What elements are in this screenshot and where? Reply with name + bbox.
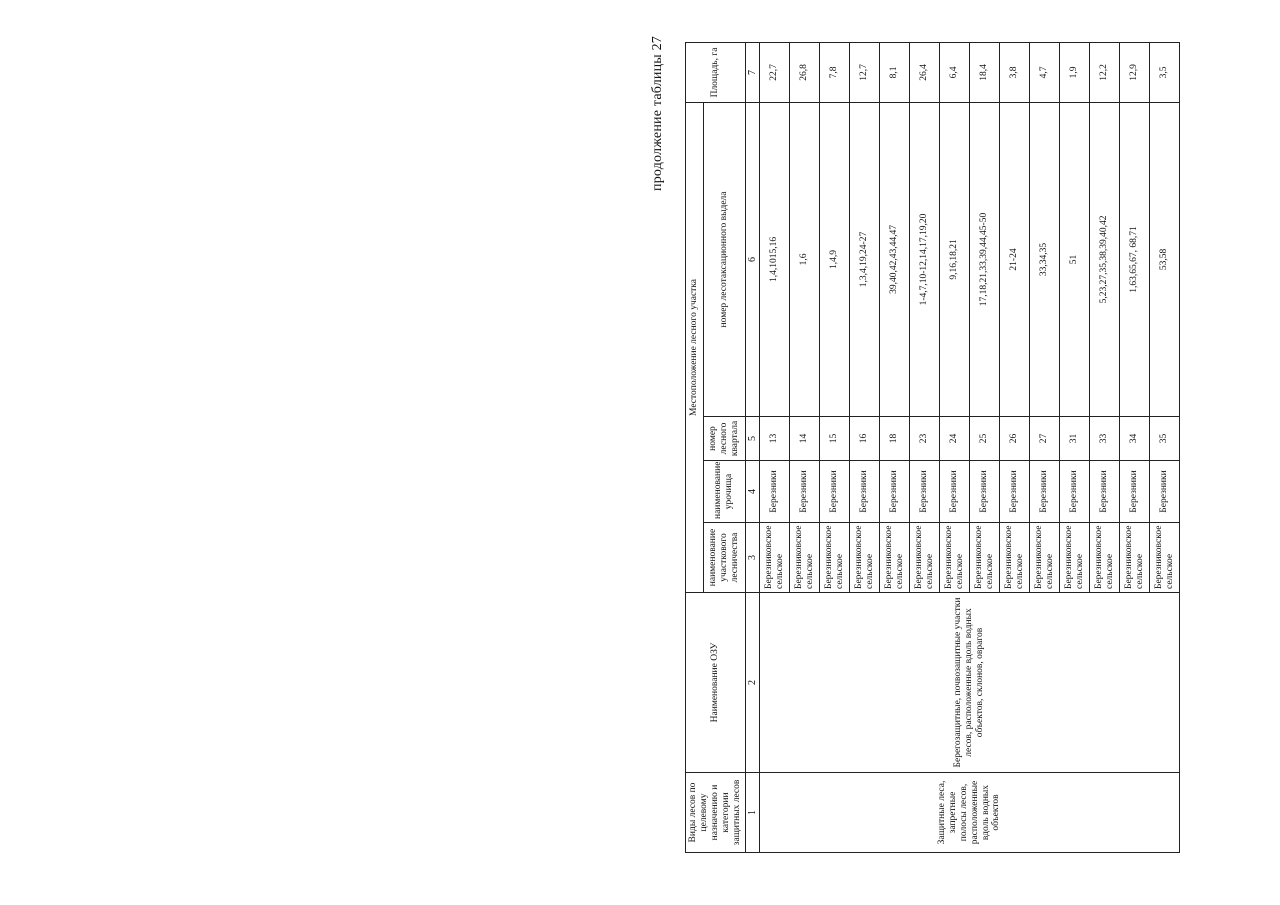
table-row — [760, 42, 790, 852]
area-cell: 22,7 — [760, 42, 790, 102]
quarter-cell: 25 — [970, 417, 1000, 461]
quarter-cell: 14 — [790, 417, 820, 461]
col-number: 2 — [745, 593, 760, 773]
area-cell: 26,4 — [910, 42, 940, 102]
column-number-row — [745, 42, 760, 852]
quarter-cell: 35 — [1150, 417, 1180, 461]
forestry-cell: Березниковское сельское — [910, 523, 940, 593]
tract-cell: Березники — [790, 461, 820, 523]
forestry-cell: Березниковское сельское — [1120, 523, 1150, 593]
quarter-cell: 16 — [850, 417, 880, 461]
forestry-cell: Березниковское сельское — [1030, 523, 1060, 593]
col-number: 7 — [745, 42, 760, 102]
area-cell: 4,7 — [1030, 42, 1060, 102]
area-cell: 3,5 — [1150, 42, 1180, 102]
quarter-cell: 33 — [1090, 417, 1120, 461]
forestry-cell: Березниковское сельское — [1150, 523, 1180, 593]
tract-cell: Березники — [880, 461, 910, 523]
tract-cell: Березники — [910, 461, 940, 523]
forestry-cell: Березниковское сельское — [880, 523, 910, 593]
header-forestry: наименование участкового лесничества — [703, 523, 745, 593]
forestry-cell: Березниковское сельское — [1090, 523, 1120, 593]
vydel-cell: 53,58 — [1150, 102, 1180, 416]
tract-cell: Березники — [820, 461, 850, 523]
vydel-cell: 1,3,4,19,24-27 — [850, 102, 880, 416]
vydel-cell: 5,23,27,35,38,39,40,42 — [1090, 102, 1120, 416]
rotated-page — [640, 0, 1280, 905]
tract-cell: Березники — [1090, 461, 1120, 523]
vydel-cell: 1,4,9 — [820, 102, 850, 416]
area-cell: 12,9 — [1120, 42, 1150, 102]
forestry-cell: Березниковское сельское — [820, 523, 850, 593]
vydel-cell: 39,40,42,43,44,47 — [880, 102, 910, 416]
vydel-cell: 9,16,18,21 — [940, 102, 970, 416]
quarter-cell: 34 — [1120, 417, 1150, 461]
header-forest-type: Виды лесов по целевому назначению и категории защитных лесов — [686, 773, 746, 853]
area-cell: 3,8 — [1000, 42, 1030, 102]
area-cell: 8,1 — [880, 42, 910, 102]
tract-cell: Березники — [1150, 461, 1180, 523]
quarter-cell: 13 — [760, 417, 790, 461]
header-vydel: номер лесотаксационного выдела — [703, 102, 745, 416]
vydel-cell: 21-24 — [1000, 102, 1030, 416]
area-cell: 12,7 — [850, 42, 880, 102]
tract-cell: Березники — [1030, 461, 1060, 523]
forestry-cell: Березниковское сельское — [970, 523, 1000, 593]
tract-cell: Березники — [970, 461, 1000, 523]
header-ozu-name: Наименование ОЗУ — [686, 593, 746, 773]
col-number: 6 — [745, 102, 760, 416]
quarter-cell: 31 — [1060, 417, 1090, 461]
area-cell: 6,4 — [940, 42, 970, 102]
quarter-cell: 15 — [820, 417, 850, 461]
quarter-cell: 18 — [880, 417, 910, 461]
col-number: 4 — [745, 461, 760, 523]
header-location-group: Местоположение лесного участка — [686, 102, 704, 592]
forestry-cell: Березниковское сельское — [940, 523, 970, 593]
area-cell: 26,8 — [790, 42, 820, 102]
quarter-cell: 26 — [1000, 417, 1030, 461]
tract-cell: Березники — [1060, 461, 1090, 523]
forest-plots-table — [685, 42, 1180, 853]
tract-cell: Березники — [1120, 461, 1150, 523]
vydel-cell: 1-4,7,10-12,14,17,19,20 — [910, 102, 940, 416]
vydel-cell: 51 — [1060, 102, 1090, 416]
tract-cell: Березники — [1000, 461, 1030, 523]
header-row-1 — [686, 42, 704, 852]
header-tract: наименование урочища — [703, 461, 745, 523]
vydel-cell: 17,18,21,33,39,44,45-50 — [970, 102, 1000, 416]
area-cell: 1,9 — [1060, 42, 1090, 102]
col-number: 3 — [745, 523, 760, 593]
forestry-cell: Березниковское сельское — [760, 523, 790, 593]
area-cell: 7,8 — [820, 42, 850, 102]
tract-cell: Березники — [850, 461, 880, 523]
vydel-cell: 1,4,1015,16 — [760, 102, 790, 416]
quarter-cell: 23 — [910, 417, 940, 461]
vydel-cell: 1,63,65,67, 68,71 — [1120, 102, 1150, 416]
vydel-cell: 1,6 — [790, 102, 820, 416]
col-number: 5 — [745, 417, 760, 461]
tract-cell: Березники — [940, 461, 970, 523]
ozu-name-cell: Берегозащитные, почвозащитные участки лесов, расположенные вдоль водных объектов, склонов, оврагов — [760, 593, 1180, 773]
forest-type-cell: Защитные леса, запретные полосы лесов, расположенные вдоль водных объектов — [760, 773, 1180, 853]
header-quarter: номер лесного квартала — [703, 417, 745, 461]
tract-cell: Березники — [760, 461, 790, 523]
quarter-cell: 24 — [940, 417, 970, 461]
area-cell: 12,2 — [1090, 42, 1120, 102]
forestry-cell: Березниковское сельское — [790, 523, 820, 593]
area-cell: 18,4 — [970, 42, 1000, 102]
table-caption: продолжение таблицы 27 — [650, 36, 665, 191]
header-area: Площадь, га — [686, 42, 746, 102]
vydel-cell: 33,34,35 — [1030, 102, 1060, 416]
col-number: 1 — [745, 773, 760, 853]
forestry-cell: Березниковское сельское — [1000, 523, 1030, 593]
forestry-cell: Березниковское сельское — [1060, 523, 1090, 593]
forestry-cell: Березниковское сельское — [850, 523, 880, 593]
quarter-cell: 27 — [1030, 417, 1060, 461]
